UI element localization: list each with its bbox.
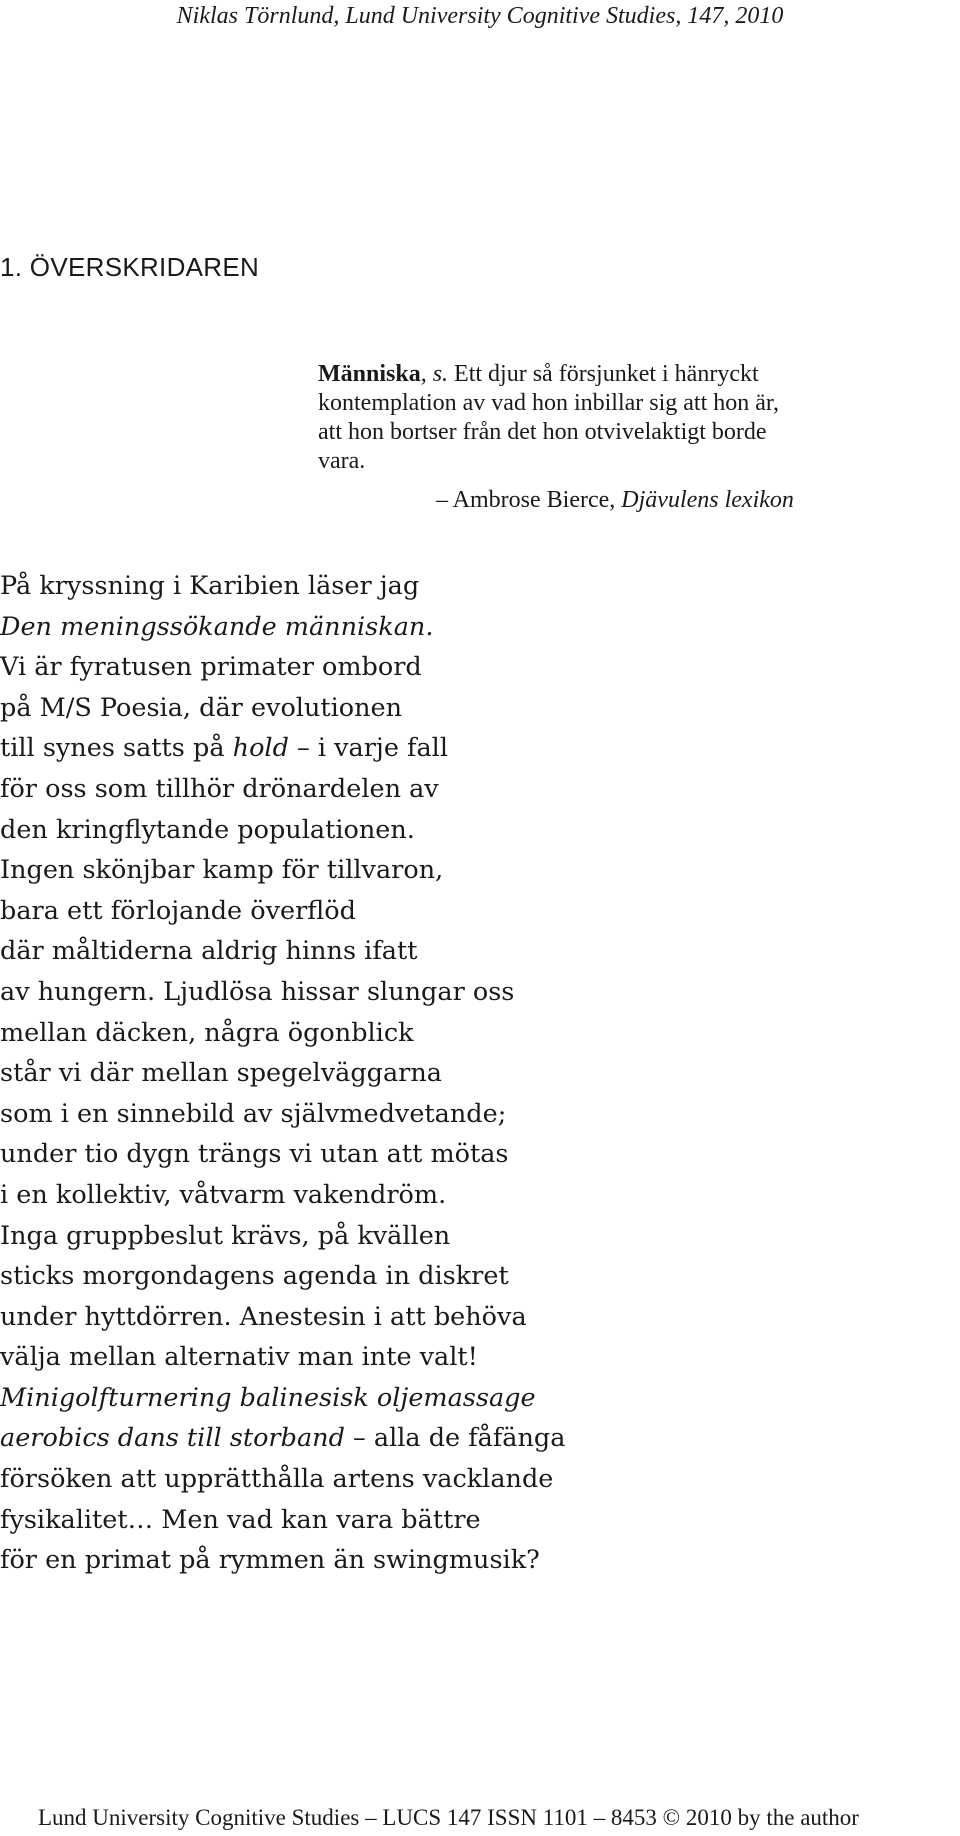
poem-line: står vi där mellan spegelväggarna bbox=[0, 1058, 442, 1089]
poem-line: Ingen skönjbar kamp för tillvaron, bbox=[0, 855, 444, 886]
poem-line: Inga gruppbeslut krävs, på kvällen bbox=[0, 1220, 451, 1251]
poem-line: Vi är fyratusen primater ombord bbox=[0, 652, 422, 683]
poem-body bbox=[0, 566, 565, 1581]
poem-line: för oss som tillhör drönardelen av bbox=[0, 773, 439, 804]
poem-line bbox=[0, 728, 565, 769]
poem-line: som i en sinnebild av självmedvetande; bbox=[0, 1098, 507, 1129]
poem-line: På kryssning i Karibien läser jag bbox=[0, 571, 420, 601]
poem-line: av hungern. Ljudlösa hissar slungar oss bbox=[0, 976, 515, 1007]
page-footer: Lund University Cognitive Studies – LUCS 147 ISSN 1101 – 8453 © 2010 by the author bbox=[38, 1805, 859, 1830]
attribution-author: – Ambrose Bierce, bbox=[436, 487, 622, 513]
poem-line: under tio dygn trängs vi utan att mötas bbox=[0, 1139, 509, 1170]
poem-line: fysikalitet… Men vad kan vara bättre bbox=[0, 1504, 481, 1535]
poem-line: bara ett förlojande överflöd bbox=[0, 895, 356, 926]
running-head: Niklas Törnlund, Lund University Cognitive Studies, 147, 2010 bbox=[176, 3, 784, 29]
epigraph-line-2: kontemplation av vad hon inbillar sig att hon är, bbox=[318, 390, 779, 416]
epigraph-line-4: vara. bbox=[318, 448, 366, 474]
poem-line-part: – alla de fåfänga bbox=[344, 1423, 566, 1454]
poem-line bbox=[0, 1418, 565, 1459]
epigraph-term: Människa bbox=[318, 361, 421, 387]
poem-line: på M/S Poesia, där evolutionen bbox=[0, 692, 403, 723]
epigraph-definition-start: Ett djur så försjunket i hänryckt bbox=[448, 361, 759, 387]
poem-line: Den meningssökande människan. bbox=[0, 611, 434, 642]
epigraph bbox=[318, 360, 918, 515]
poem-line: i en kollektiv, våtvarm vakendröm. bbox=[0, 1179, 447, 1210]
epigraph-attribution bbox=[318, 486, 918, 515]
section-title: 1. ÖVERSKRIDAREN bbox=[0, 252, 260, 282]
epigraph-part-of-speech: s. bbox=[432, 361, 449, 387]
poem-line: under hyttdörren. Anestesin i att behöva bbox=[0, 1301, 527, 1332]
attribution-work-title: Djävulens lexikon bbox=[621, 487, 794, 513]
poem-line: mellan däcken, några ögonblick bbox=[0, 1017, 414, 1048]
epigraph-line-3: att hon bortser från det hon otvivelaktigt borde bbox=[318, 419, 767, 445]
poem-line-part: till synes satts på bbox=[0, 733, 233, 764]
poem-line: Minigolfturnering balinesisk oljemassage bbox=[0, 1382, 536, 1413]
poem-line: försöken att upprätthålla artens vacklande bbox=[0, 1464, 554, 1495]
poem-line: sticks morgondagens agenda in diskret bbox=[0, 1261, 509, 1292]
poem-line: där måltiderna aldrig hinns ifatt bbox=[0, 936, 418, 967]
poem-line-italic-part: aerobics dans till storband bbox=[0, 1423, 345, 1454]
poem-line: välja mellan alternativ man inte valt! bbox=[0, 1342, 478, 1373]
poem-line: för en primat på rymmen än swingmusik? bbox=[0, 1545, 540, 1576]
poem-line-part: – i varje fall bbox=[288, 733, 448, 764]
poem-line-italic-part: hold bbox=[232, 733, 289, 764]
epigraph-line-1 bbox=[318, 360, 918, 389]
epigraph-term-separator: , bbox=[420, 361, 427, 387]
poem-line: den kringflytande populationen. bbox=[0, 814, 415, 845]
